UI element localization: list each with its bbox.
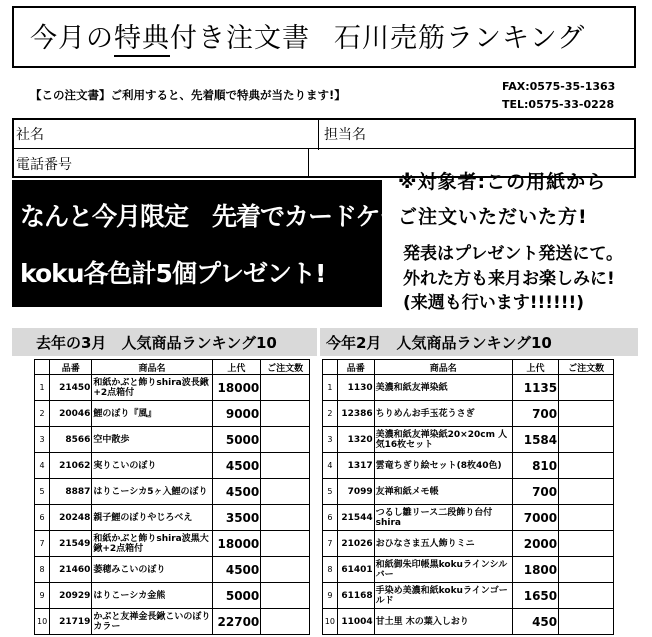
- rank-no: 2: [35, 401, 50, 427]
- table-row: [35, 505, 310, 531]
- order-qty-cell[interactable]: [261, 505, 310, 531]
- rank-no: 6: [35, 505, 50, 531]
- product-name: 雲竜ちぎり絵セット(8枚40色): [374, 453, 512, 479]
- table-row: [323, 427, 614, 453]
- product-name: 友禅和紙メモ帳: [374, 479, 512, 505]
- col-name: 商品名: [374, 360, 512, 375]
- announce-note-3: (来週も行います!!!!!!): [403, 293, 585, 313]
- order-qty-cell[interactable]: [261, 375, 310, 401]
- product-code: 21450: [50, 375, 92, 401]
- table-row: [35, 453, 310, 479]
- product-code: 21062: [50, 453, 92, 479]
- product-code: 61401: [337, 557, 374, 583]
- product-name: 手染め美濃和紙kokuラインゴールド: [374, 583, 512, 609]
- phone-label: 電話番号: [16, 157, 72, 173]
- order-qty-cell[interactable]: [559, 583, 614, 609]
- table-row: [35, 531, 310, 557]
- rank-no: 5: [323, 479, 338, 505]
- table-row: [35, 375, 310, 401]
- order-qty-cell[interactable]: [559, 427, 614, 453]
- order-qty-cell[interactable]: [559, 557, 614, 583]
- product-code: 1320: [337, 427, 374, 453]
- product-name: はりこーシカ5ヶ入鯉のぼり: [92, 479, 212, 505]
- table-row: [35, 401, 310, 427]
- order-qty-cell[interactable]: [559, 401, 614, 427]
- fax-number: FAX:0575-35-1363: [502, 80, 616, 93]
- title-underlined: 特典: [114, 23, 170, 57]
- col-no: [35, 360, 50, 375]
- rank-no: 4: [323, 453, 338, 479]
- title-suffix: 付き注文書: [170, 23, 310, 54]
- retail-price: 4500: [212, 557, 261, 583]
- rank-no: 1: [35, 375, 50, 401]
- company-field[interactable]: [60, 120, 314, 147]
- retail-price: 18000: [212, 531, 261, 557]
- product-name: 和紙かぶと飾りshira波黒大鍬+2点箱付: [92, 531, 212, 557]
- product-name: つるし雛リース二段飾り台付shira: [374, 505, 512, 531]
- order-qty-cell[interactable]: [261, 557, 310, 583]
- order-qty-cell[interactable]: [559, 453, 614, 479]
- rank-no: 4: [35, 453, 50, 479]
- order-qty-cell[interactable]: [559, 375, 614, 401]
- rank-no: 3: [323, 427, 338, 453]
- col-price: 上代: [512, 360, 558, 375]
- retail-price: 700: [512, 479, 558, 505]
- company-label: 社名: [16, 127, 44, 143]
- table-row: [323, 453, 614, 479]
- product-name: 空中散歩: [92, 427, 212, 453]
- order-qty-cell[interactable]: [559, 505, 614, 531]
- rank-no: 5: [35, 479, 50, 505]
- retail-price: 1135: [512, 375, 558, 401]
- product-name: 親子鯉のぼりやじろべえ: [92, 505, 212, 531]
- retail-price: 3500: [212, 505, 261, 531]
- page-title: [30, 16, 585, 55]
- rank-no: 7: [323, 531, 338, 557]
- rank-no: 2: [323, 401, 338, 427]
- rank-no: 3: [35, 427, 50, 453]
- product-code: 21026: [337, 531, 374, 557]
- product-code: 7099: [337, 479, 374, 505]
- rank-no: 9: [323, 583, 338, 609]
- table-header-row: [35, 360, 310, 375]
- promo-line-2: koku各色計5個プレゼント!: [20, 259, 326, 288]
- title-right: 石川売筋ランキング: [334, 23, 586, 54]
- announce-note-2: 外れた方も来月お楽しみに!: [403, 269, 615, 289]
- col-price: 上代: [212, 360, 261, 375]
- retail-price: 5000: [212, 427, 261, 453]
- product-name: 萎穂みこいのぼり: [92, 557, 212, 583]
- order-qty-cell[interactable]: [559, 531, 614, 557]
- retail-price: 7000: [512, 505, 558, 531]
- form-divider: [318, 118, 319, 150]
- product-name: 甘土里 木の葉入しおり: [374, 609, 512, 635]
- table-row: [323, 583, 614, 609]
- retail-price: 22700: [212, 609, 261, 635]
- product-code: 20248: [50, 505, 92, 531]
- table-row: [323, 505, 614, 531]
- form-divider: [308, 148, 309, 178]
- retail-price: 1800: [512, 557, 558, 583]
- ranking-left-title: 去年の3月 人気商品ランキング10: [36, 334, 277, 352]
- product-name: 鯉のぼり『風』: [92, 401, 212, 427]
- phone-field[interactable]: [90, 150, 304, 176]
- col-qty: ご注文数: [261, 360, 310, 375]
- person-field[interactable]: [380, 120, 632, 147]
- rank-no: 7: [35, 531, 50, 557]
- product-code: 21460: [50, 557, 92, 583]
- rank-no: 6: [323, 505, 338, 531]
- table-row: [35, 557, 310, 583]
- retail-price: 9000: [212, 401, 261, 427]
- ranking-left-table: [34, 359, 310, 635]
- product-code: 8887: [50, 479, 92, 505]
- product-code: 20046: [50, 401, 92, 427]
- order-qty-cell[interactable]: [559, 479, 614, 505]
- table-row: [323, 401, 614, 427]
- rank-no: 10: [323, 609, 338, 635]
- table-row: [35, 583, 310, 609]
- table-row: [35, 427, 310, 453]
- rank-no: 1: [323, 375, 338, 401]
- product-name: かぶと友禅金長鍬こいのぼりカラー: [92, 609, 212, 635]
- subtitle: 【この注文書】ご利用すると、先着順で特典が当たります!】: [30, 88, 346, 102]
- product-name: 美濃和紙友禅染紙20×20cm 人気16枚セット: [374, 427, 512, 453]
- retail-price: 4500: [212, 479, 261, 505]
- table-row: [323, 531, 614, 557]
- announce-note-1: 発表はプレゼント発送にて。: [403, 244, 623, 264]
- person-label: 担当名: [324, 127, 366, 143]
- product-code: 1317: [337, 453, 374, 479]
- retail-price: 450: [512, 609, 558, 635]
- retail-price: 700: [512, 401, 558, 427]
- product-code: 21549: [50, 531, 92, 557]
- ranking-right-table: [322, 359, 614, 635]
- table-row: [323, 557, 614, 583]
- order-qty-cell[interactable]: [261, 531, 310, 557]
- product-name: ちりめんお手玉花うさぎ: [374, 401, 512, 427]
- product-code: 21719: [50, 609, 92, 635]
- order-qty-cell[interactable]: [261, 583, 310, 609]
- product-code: 20929: [50, 583, 92, 609]
- table-row: [323, 375, 614, 401]
- rank-no: 10: [35, 609, 50, 635]
- order-qty-cell[interactable]: [261, 427, 310, 453]
- title-prefix: 今月の: [30, 23, 114, 54]
- table-row: [323, 609, 614, 635]
- product-name: おひなさま五人飾りミニ: [374, 531, 512, 557]
- rank-no: 9: [35, 583, 50, 609]
- table-row: [323, 479, 614, 505]
- tel-number: TEL:0575-33-0228: [502, 98, 615, 111]
- target-note-2: ご注文いただいた方!: [398, 206, 588, 228]
- retail-price: 1584: [512, 427, 558, 453]
- order-qty-cell[interactable]: [261, 479, 310, 505]
- ranking-right-title: 今年2月 人気商品ランキング10: [326, 334, 552, 352]
- promo-line-1: なんと今月限定 先着でカードケース: [20, 202, 427, 231]
- product-name: 和紙御朱印帳黒kokuラインシルバー: [374, 557, 512, 583]
- product-code: 8566: [50, 427, 92, 453]
- retail-price: 5000: [212, 583, 261, 609]
- product-code: 11004: [337, 609, 374, 635]
- form-divider: [12, 148, 636, 149]
- product-name: はりこーシカ金熊: [92, 583, 212, 609]
- retail-price: 810: [512, 453, 558, 479]
- product-name: 美濃和紙友禅染紙: [374, 375, 512, 401]
- table-row: [35, 479, 310, 505]
- retail-price: 4500: [212, 453, 261, 479]
- col-no: [323, 360, 338, 375]
- target-note-1: ※対象者:この用紙から: [398, 171, 607, 193]
- retail-price: 2000: [512, 531, 558, 557]
- product-code: 12386: [337, 401, 374, 427]
- product-name: 実りこいのぼり: [92, 453, 212, 479]
- product-code: 1130: [337, 375, 374, 401]
- order-qty-cell[interactable]: [261, 453, 310, 479]
- rank-no: 8: [35, 557, 50, 583]
- col-name: 商品名: [92, 360, 212, 375]
- rank-no: 8: [323, 557, 338, 583]
- retail-price: 18000: [212, 375, 261, 401]
- order-qty-cell[interactable]: [261, 609, 310, 635]
- col-code: 品番: [337, 360, 374, 375]
- table-row: [35, 609, 310, 635]
- product-name: 和紙かぶと飾りshira波長鍬+2点箱付: [92, 375, 212, 401]
- col-code: 品番: [50, 360, 92, 375]
- product-code: 21544: [337, 505, 374, 531]
- order-qty-cell[interactable]: [559, 609, 614, 635]
- table-header-row: [323, 360, 614, 375]
- order-qty-cell[interactable]: [261, 401, 310, 427]
- col-qty: ご注文数: [559, 360, 614, 375]
- retail-price: 1650: [512, 583, 558, 609]
- product-code: 61168: [337, 583, 374, 609]
